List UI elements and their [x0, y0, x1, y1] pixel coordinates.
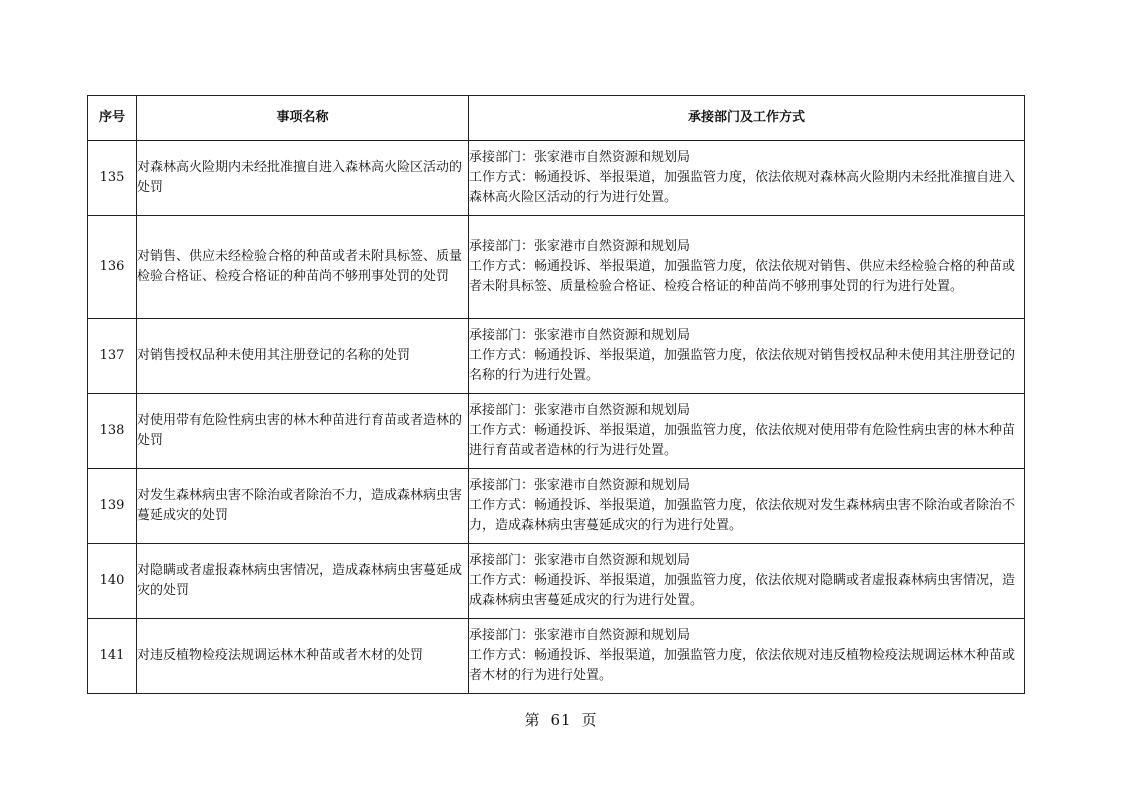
header-seq: 序号 — [88, 96, 137, 141]
row-seq: 136 — [88, 216, 137, 319]
table-row — [88, 216, 1025, 319]
row-method: 工作方式：畅通投诉、举报渠道，加强监管力度，依法依规对使用带有危险性病虫害的林木种苗进行育苗或者造林的行为进行处置。 — [469, 423, 1016, 458]
row-item-name: 对发生森林病虫害不除治或者除治不力，造成森林病虫害蔓延成灾的处罚 — [137, 469, 469, 544]
table-header-row — [88, 96, 1025, 141]
row-seq: 141 — [88, 619, 137, 694]
footer-prefix: 第 — [524, 711, 541, 729]
row-item-name: 对森林高火险期内未经批准擅自进入森林高火险区活动的处罚 — [137, 141, 469, 216]
row-dept: 承接部门：张家港市自然资源和规划局 — [469, 478, 691, 493]
footer-suffix: 页 — [581, 711, 598, 729]
items-table — [87, 95, 1025, 694]
header-dept-method: 承接部门及工作方式 — [469, 96, 1025, 141]
row-dept: 承接部门：张家港市自然资源和规划局 — [469, 150, 691, 165]
page-footer — [0, 709, 1122, 730]
row-item-name: 对销售、供应未经检验合格的种苗或者未附具标签、质量检验合格证、检疫合格证的种苗尚不够刑事处罚的处罚 — [137, 216, 469, 319]
row-seq: 139 — [88, 469, 137, 544]
row-dept: 承接部门：张家港市自然资源和规划局 — [469, 328, 691, 343]
row-item-name: 对销售授权品种未使用其注册登记的名称的处罚 — [137, 319, 469, 394]
page-number: 61 — [550, 711, 572, 729]
row-dept: 承接部门：张家港市自然资源和规划局 — [469, 239, 691, 254]
row-dept: 承接部门：张家港市自然资源和规划局 — [469, 553, 691, 568]
row-seq: 140 — [88, 544, 137, 619]
row-method: 工作方式：畅通投诉、举报渠道，加强监管力度，依法依规对发生森林病虫害不除治或者除治不力，造成森林病虫害蔓延成灾的行为进行处置。 — [469, 498, 1016, 533]
table-row — [88, 394, 1025, 469]
row-dept-cell — [469, 619, 1025, 694]
row-seq: 135 — [88, 141, 137, 216]
row-item-name: 对隐瞒或者虚报森林病虫害情况，造成森林病虫害蔓延成灾的处罚 — [137, 544, 469, 619]
row-method: 工作方式：畅通投诉、举报渠道，加强监管力度，依法依规对森林高火险期内未经批准擅自进入森林高火险区活动的行为进行处置。 — [469, 170, 1016, 205]
table-row — [88, 544, 1025, 619]
row-dept-cell — [469, 141, 1025, 216]
row-item-name: 对使用带有危险性病虫害的林木种苗进行育苗或者造林的处罚 — [137, 394, 469, 469]
row-dept-cell — [469, 469, 1025, 544]
row-dept-cell — [469, 216, 1025, 319]
row-dept-cell — [469, 544, 1025, 619]
table-row — [88, 319, 1025, 394]
row-seq: 137 — [88, 319, 137, 394]
row-method: 工作方式：畅通投诉、举报渠道，加强监管力度，依法依规对销售、供应未经检验合格的种苗或者未附具标签、质量检验合格证、检疫合格证的种苗尚不够刑事处罚的行为进行处置。 — [469, 259, 1016, 294]
row-method: 工作方式：畅通投诉、举报渠道，加强监管力度，依法依规对隐瞒或者虚报森林病虫害情况，造成森林病虫害蔓延成灾的行为进行处置。 — [469, 573, 1016, 608]
row-dept-cell — [469, 319, 1025, 394]
header-item-name: 事项名称 — [137, 96, 469, 141]
table-row — [88, 619, 1025, 694]
row-dept: 承接部门：张家港市自然资源和规划局 — [469, 403, 691, 418]
row-method: 工作方式：畅通投诉、举报渠道，加强监管力度，依法依规对销售授权品种未使用其注册登记的名称的行为进行处置。 — [469, 348, 1016, 383]
row-dept: 承接部门：张家港市自然资源和规划局 — [469, 628, 691, 643]
table-row — [88, 141, 1025, 216]
row-seq: 138 — [88, 394, 137, 469]
row-dept-cell — [469, 394, 1025, 469]
table-row — [88, 469, 1025, 544]
row-item-name: 对违反植物检疫法规调运林木种苗或者木材的处罚 — [137, 619, 469, 694]
row-method: 工作方式：畅通投诉、举报渠道，加强监管力度，依法依规对违反植物检疫法规调运林木种苗或者木材的行为进行处置。 — [469, 648, 1016, 683]
